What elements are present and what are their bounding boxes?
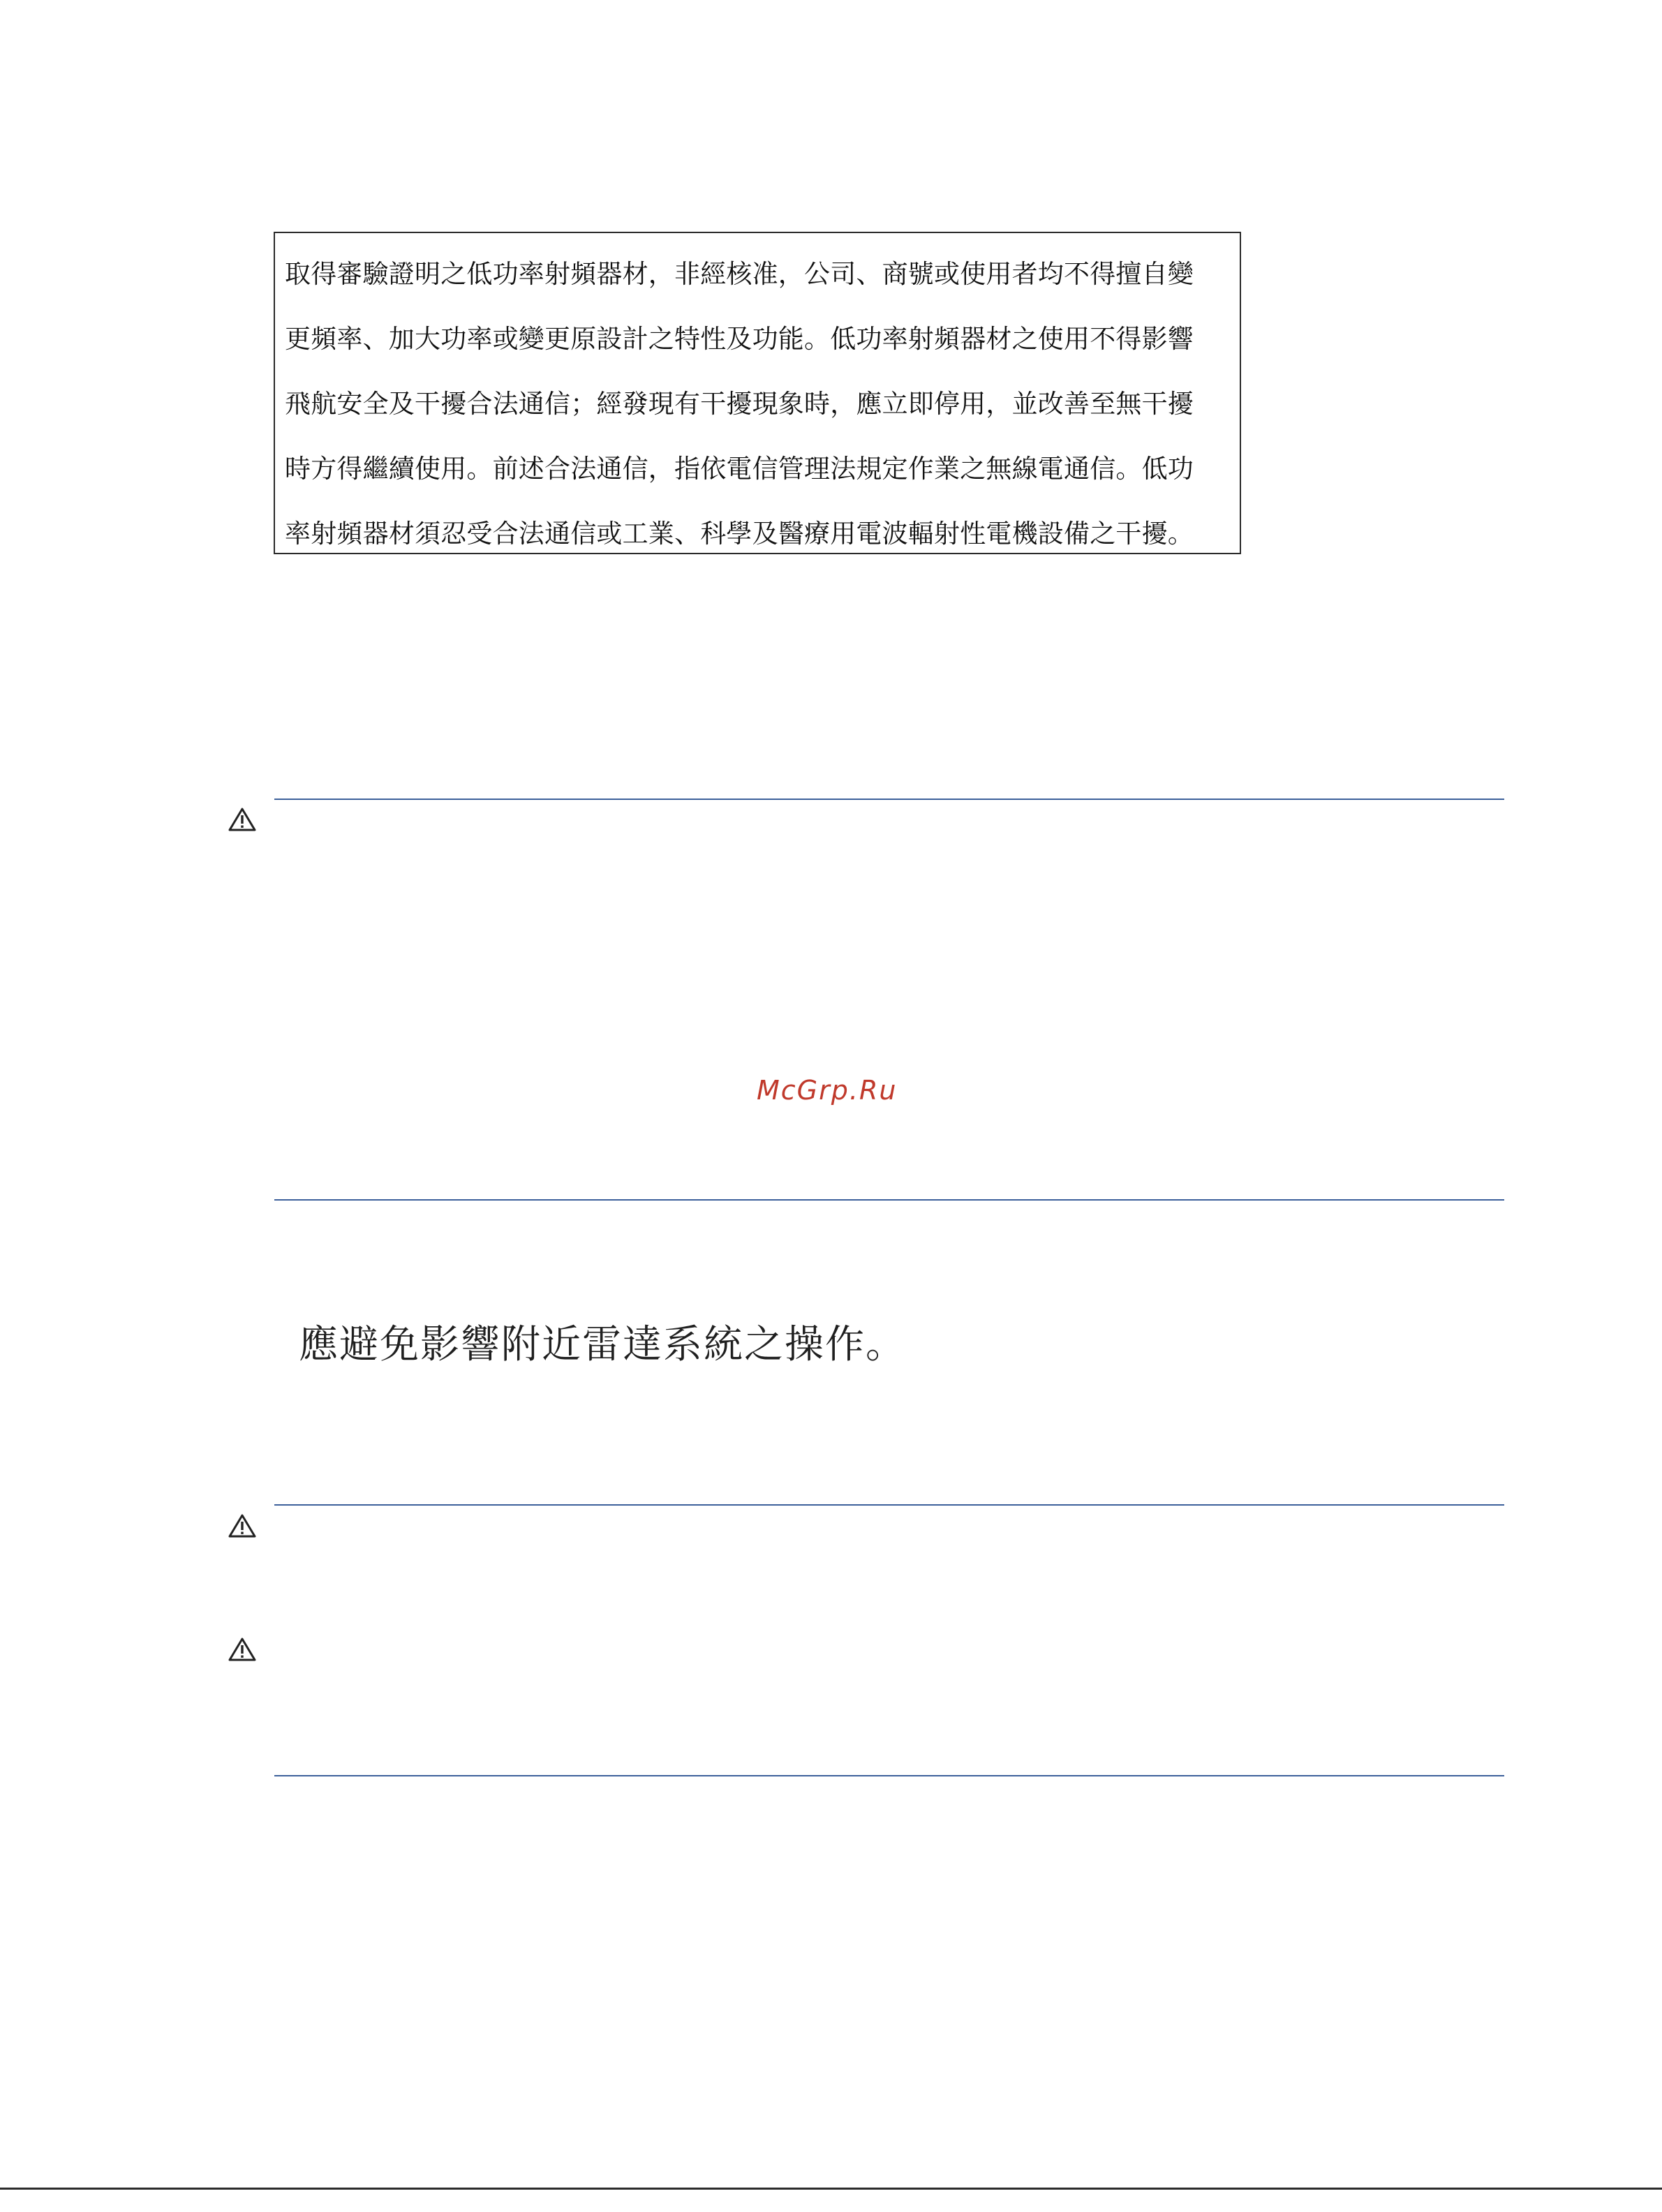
page-footer-line <box>0 2188 1662 2190</box>
watermark: McGrp.Ru <box>757 1075 898 1106</box>
radar-notice: 應避免影響附近雷達系統之操作。 <box>299 1322 906 1367</box>
warning-icon <box>228 807 257 832</box>
section-divider-4 <box>274 1775 1504 1776</box>
warning-icon <box>228 1637 257 1662</box>
notice-line-2: 更頻率、加大功率或變更原設計之特性及功能。低功率射頻器材之使用不得影響 <box>285 324 1194 354</box>
notice-line-1: 取得審驗證明之低功率射頻器材，非經核准，公司、商號或使用者均不得擅自變 <box>285 259 1194 289</box>
section-divider-1 <box>274 799 1504 800</box>
section-divider-2 <box>274 1199 1504 1201</box>
warning-icon <box>228 1513 257 1538</box>
ncc-notice-box <box>274 232 1241 554</box>
notice-line-3: 飛航安全及干擾合法通信；經發現有干擾現象時，應立即停用，並改善至無干擾 <box>285 389 1194 419</box>
notice-line-4: 時方得繼續使用。前述合法通信，指依電信管理法規定作業之無線電通信。低功 <box>285 454 1194 484</box>
notice-line-5: 率射頻器材須忍受合法通信或工業、科學及醫療用電波輻射性電機設備之干擾。 <box>285 519 1194 549</box>
section-divider-3 <box>274 1504 1504 1506</box>
